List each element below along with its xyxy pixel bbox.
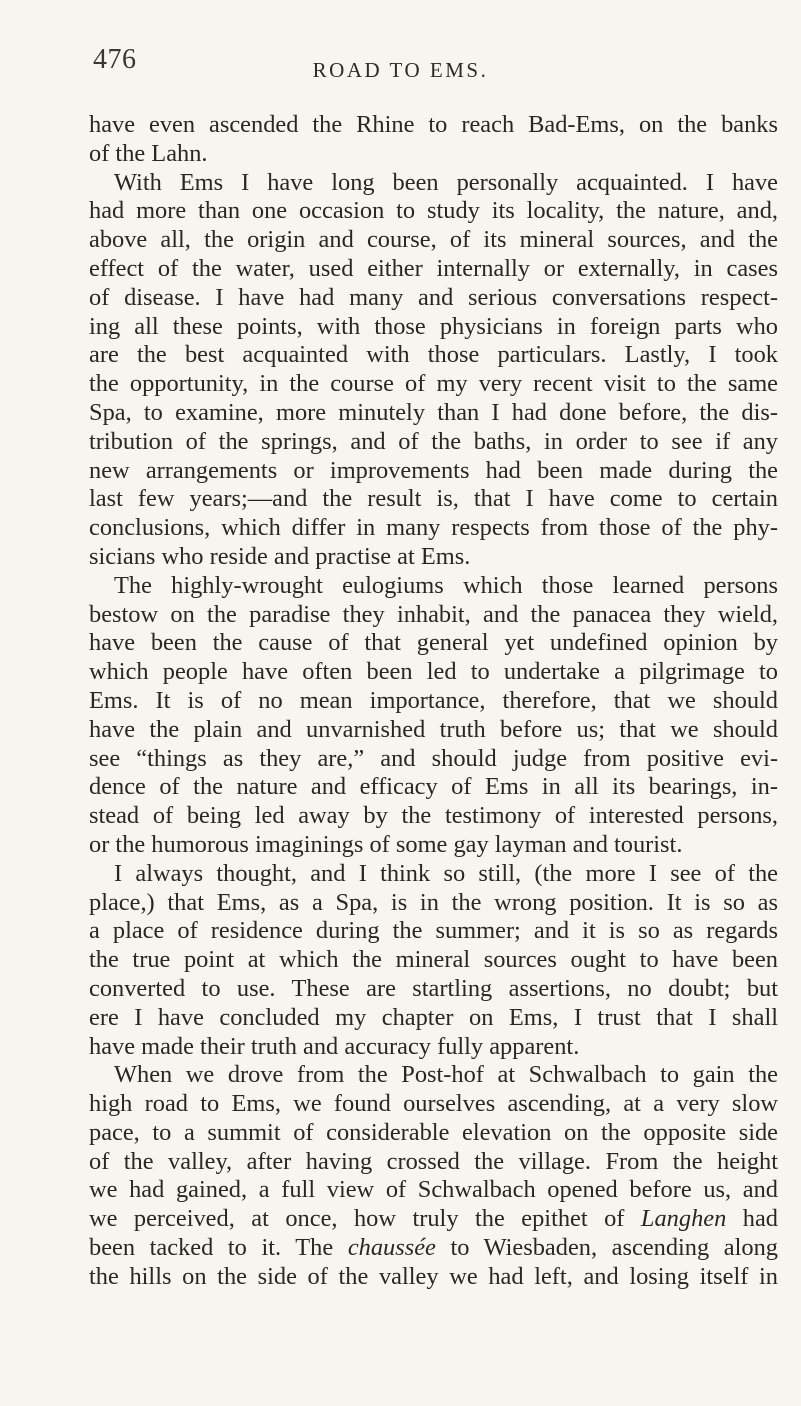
text-line: of the Lahn. [89,139,208,167]
text-line: see “things as they are,” and should judge from positive evi- [89,744,778,772]
text-line: high road to Ems, we found ourselves ascending, at a very slow [89,1090,778,1118]
text-line: When we drove from the Post-hof at Schwalbach to gain the [114,1061,778,1089]
text-line: new arrangements or improvements had been made during the [89,456,778,484]
body-text [89,111,778,1292]
text-run: we perceived, at once, how truly the epithet of [89,1205,641,1233]
text-line: of the valley, after having crossed the village. From the height [89,1147,778,1175]
text-line: the true point at which the mineral sources ought to have been [89,946,778,974]
text-line [89,1234,778,1263]
text-line: have been the cause of that general yet undefined opinion by [89,629,778,657]
text-line: the opportunity, in the course of my very recent visit to the same [89,370,778,398]
text-line: With Ems I have long been personally acquainted. I have [114,168,778,196]
text-line: the hills on the side of the valley we had left, and losing itself in [89,1262,778,1290]
text-line: have made their truth and accuracy fully apparent. [89,1032,580,1060]
text-line: have the plain and unvarnished truth before us; that we should [89,715,778,743]
text-line: Spa, to examine, more minutely than I had done before, the dis- [89,398,778,426]
text-run: been tacked to it. The [89,1234,348,1262]
text-line: dence of the nature and efficacy of Ems in all its bearings, in- [89,773,778,801]
italic-term: Langhen [640,1205,727,1233]
text-line: bestow on the paradise they inhabit, and the panacea they wield, [89,600,778,628]
text-line: we had gained, a full view of Schwalbach opened before us, and [89,1176,778,1204]
text-line: I always thought, and I think so still, (the more I see of the [114,859,778,887]
text-line: a place of residence during the summer; and it is so as regards [89,917,778,945]
text-line: ere I have concluded my chapter on Ems, I trust that I shall [89,1003,778,1031]
running-head: ROAD TO EMS. [312,58,489,82]
text-line: have even ascended the Rhine to reach Bad-Ems, on the banks [89,111,778,138]
text-line: ing all these points, with those physicians in foreign parts who [89,312,778,340]
text-line: are the best acquainted with those particulars. Lastly, I took [89,341,778,369]
text-line: above all, the origin and course, of its mineral sources, and the [89,226,778,254]
text-line: conclusions, which differ in many respects from those of the phy- [89,514,778,542]
text-line: sicians who reside and practise at Ems. [89,542,471,570]
text-line: Ems. It is of no mean importance, therefore, that we should [89,686,778,714]
text-run: had [726,1205,778,1233]
text-line: last few years;—and the result is, that I have come to certain [89,485,778,513]
text-line: place,) that Ems, as a Spa, is in the wrong position. It is so as [89,888,778,916]
text-line: which people have often been led to undertake a pilgrimage to [89,658,778,686]
text-line: tribution of the springs, and of the baths, in order to see if any [89,427,778,455]
text-line [89,1205,778,1234]
italic-term: chaussée [347,1234,436,1262]
text-line: had more than one occasion to study its locality, the nature, and, [89,197,778,225]
text-line: converted to use. These are startling assertions, no doubt; but [89,974,778,1002]
text-line: effect of the water, used either internally or externally, in cases [89,254,778,282]
text-line: pace, to a summit of considerable elevation on the opposite side [89,1118,778,1146]
text-run: to Wiesbaden, ascending along [435,1234,778,1262]
text-line: of disease. I have had many and serious conversations respect- [89,283,778,311]
text-line: stead of being led away by the testimony of interested persons, [89,802,778,830]
text-line: The highly-wrought eulogiums which those learned persons [114,571,778,599]
text-line: or the humorous imaginings of some gay layman and tourist. [89,830,683,858]
page-number: 476 [93,44,137,75]
